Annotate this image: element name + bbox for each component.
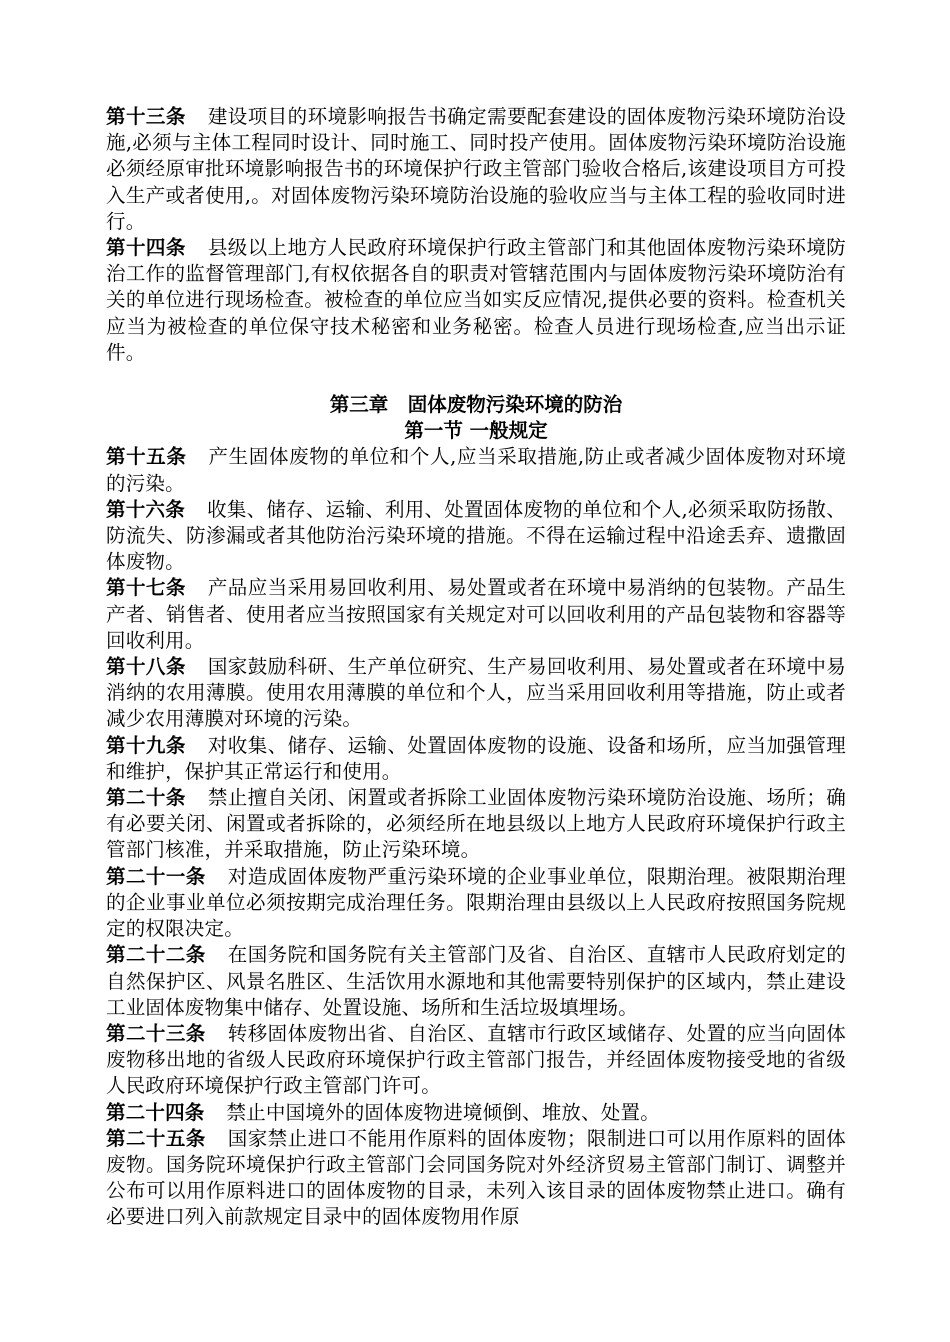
article-number: 第十四条	[106, 236, 186, 260]
article-17	[106, 575, 846, 654]
article-number: 第十三条	[106, 105, 186, 128]
article-number: 第二十一条	[106, 864, 206, 888]
article-number: 第二十五条	[106, 1126, 206, 1150]
article-number: 第十九条	[106, 733, 186, 757]
article-text: 收集、储存、运输、利用、处置固体废物的单位和个人,必须采取防扬散、防流失、防渗漏或者其他防治污染环境的措施。不得在运输过程中沿途丢弃、遗撒固体废物。	[106, 497, 846, 574]
article-number: 第二十三条	[106, 1021, 206, 1045]
article-21	[106, 864, 846, 943]
article-text: 县级以上地方人民政府环境保护行政主管部门和其他固体废物污染环境防治工作的监督管理部门,有权依据各自的职责对管辖范围内与固体废物污染环境防治有关的单位进行现场检查。被检查的单位应当如实反应情况,提供必要的资料。检查机关应当为被检查的单位保守技术秘密和业务秘密。检查人员进行现场检查,应当出示证件。	[106, 236, 846, 364]
article-text: 产品应当采用易回收利用、易处置或者在环境中易消纳的包装物。产品生产者、销售者、使用者应当按照国家有关规定对可以回收利用的产品包装物和容器等回收利用。	[106, 576, 846, 652]
article-text: 产生固体废物的单位和个人,应当采取措施,防止或者减少固体废物对环境的污染。	[106, 445, 846, 495]
article-text: 转移固体废物出省、自治区、直辖市行政区域储存、处置的应当向固体废物移出地的省级人民政府环境保护行政主管部门报告，并经固体废物接受地的省级人民政府环境保护行政主管部门许可。	[106, 1021, 846, 1098]
article-22	[106, 942, 846, 1021]
article-15	[106, 444, 846, 496]
article-20	[106, 785, 846, 864]
article-number: 第十七条	[106, 576, 186, 600]
article-text: 国家鼓励科研、生产单位研究、生产易回收利用、易处置或者在环境中易消纳的农用薄膜。使用农用薄膜的单位和个人，应当采用回收利用等措施，防止或者减少农用薄膜对环境的污染。	[106, 655, 846, 731]
article-23	[106, 1021, 846, 1100]
article-number: 第二十条	[106, 786, 186, 810]
article-25	[106, 1126, 846, 1231]
article-number: 第二十二条	[106, 943, 206, 967]
article-text: 对造成固体废物严重污染环境的企业事业单位，限期治理。被限期治理的企业事业单位必须按期完成治理任务。限期治理由县级以上人民政府按照国务院规定的权限决定。	[106, 864, 846, 941]
article-14	[106, 235, 846, 366]
article-number: 第十六条	[106, 497, 186, 521]
chapter-title: 第三章 固体废物污染环境的防治	[329, 393, 623, 417]
article-text: 对收集、储存、运输、处置固体废物的设施、设备和场所，应当加强管理和维护，保护其正常运行和使用。	[106, 733, 846, 783]
article-number: 第二十四条	[106, 1100, 205, 1124]
article-text: 禁止擅自关闭、闲置或者拆除工业固体废物污染环境防治设施、场所；确有必要关闭、闲置或者拆除的，必须经所在地县级以上地方人民政府环境保护行政主管部门核准，并采取措施，防止污染环境。	[106, 786, 846, 862]
article-13	[106, 104, 846, 235]
chapter-heading-block	[106, 392, 846, 444]
article-number: 第十八条	[106, 655, 186, 679]
article-number: 第十五条	[106, 445, 187, 469]
article-16	[106, 497, 846, 576]
article-18	[106, 654, 846, 733]
article-24	[106, 1100, 846, 1126]
article-text: 在国务院和国务院有关主管部门及省、自治区、直辖市人民政府划定的自然保护区、风景名胜区、生活饮用水源地和其他需要特别保护的区域内，禁止建设工业固体废物集中储存、处置设施、场所和生活垃圾填埋场。	[106, 943, 846, 1019]
article-text: 国家禁止进口不能用作原料的固体废物；限制进口可以用作原料的固体废物。国务院环境保护行政主管部门会同国务院对外经济贸易主管部门制订、调整并公布可以用作原料进口的固体废物的目录，未列入该目录的固体废物禁止进口。确有必要进口列入前款规定目录中的固体废物用作原	[106, 1126, 846, 1229]
article-text: 建设项目的环境影响报告书确定需要配套建设的固体废物污染环境防治设施,必须与主体工程同时设计、同时施工、同时投产使用。固体废物污染环境防治设施必须经原审批环境影响报告书的环境保护行政主管部门验收合格后,该建设项目方可投入生产或者使用,。对固体废物污染环境防治设施的验收应当与主体工程的验收同时进行。	[106, 105, 846, 233]
article-19	[106, 733, 846, 785]
section-title: 第一节 一般规定	[404, 419, 548, 443]
article-text: 禁止中国境外的固体废物进境倾倒、堆放、处置。	[226, 1100, 660, 1124]
document-page	[106, 104, 846, 1231]
